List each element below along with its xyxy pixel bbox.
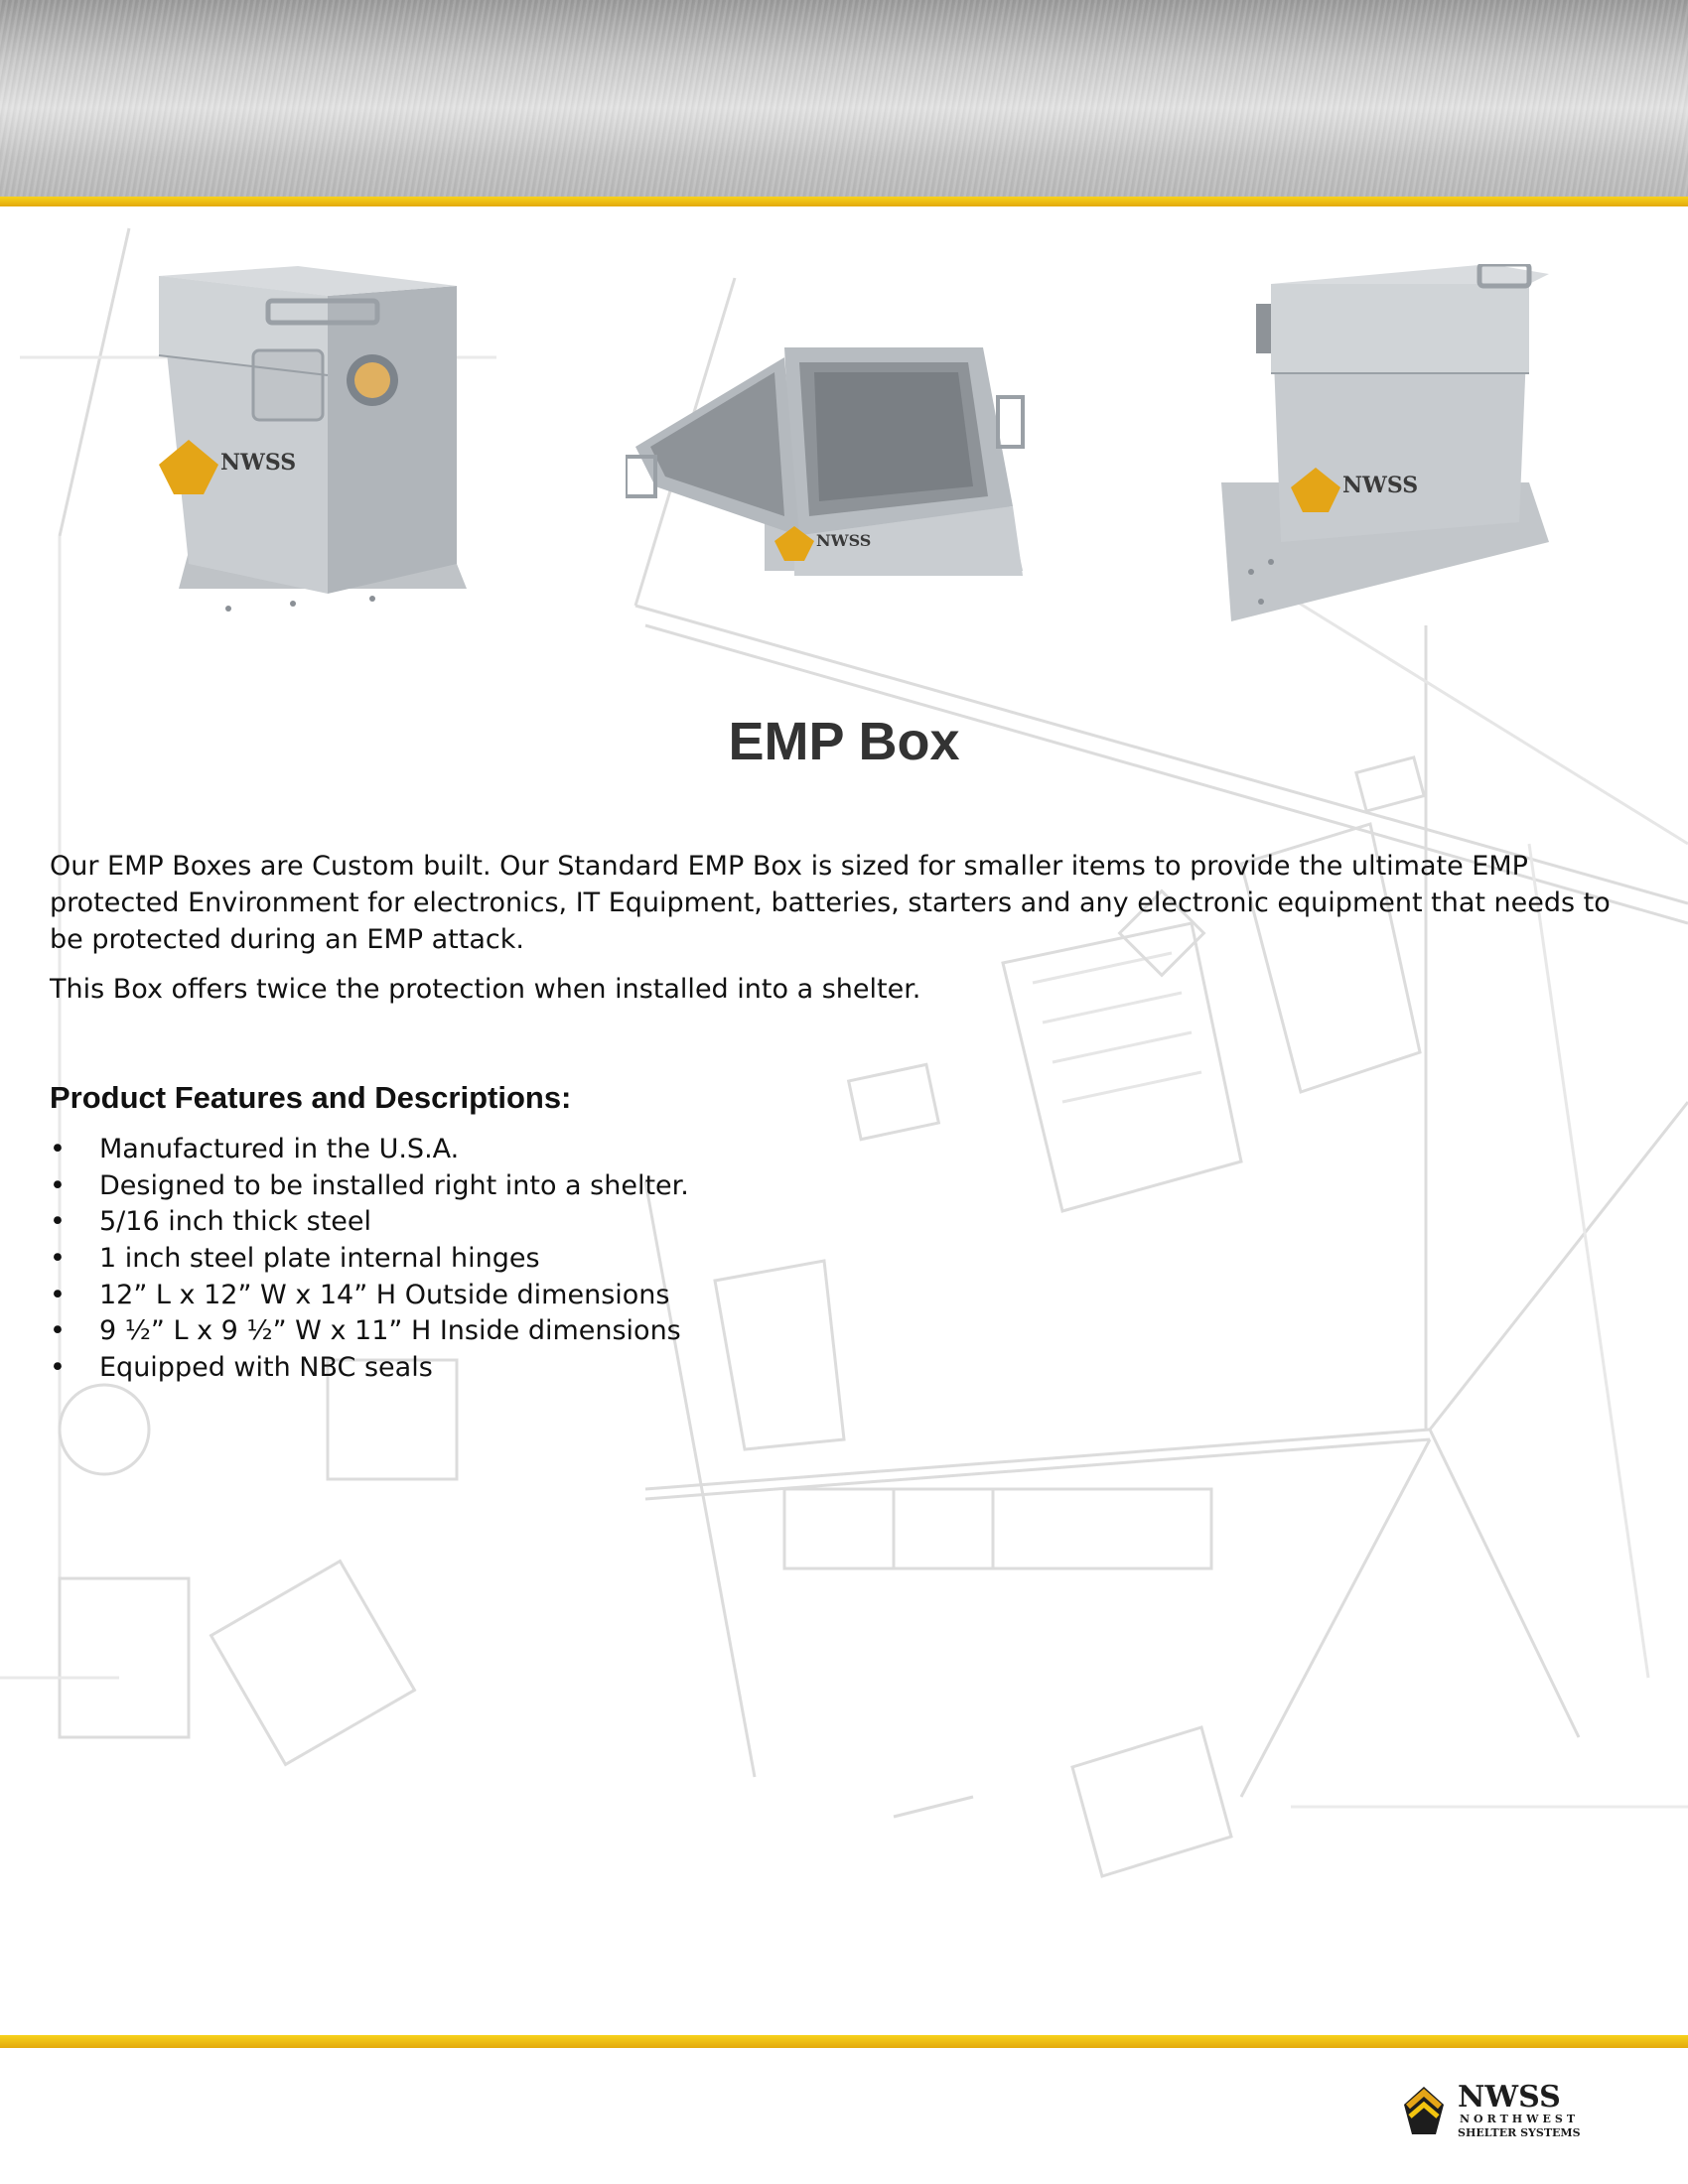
- brushed-metal-header: [0, 0, 1688, 197]
- feature-item: • 1 inch steel plate internal hinges: [50, 1241, 943, 1278]
- logo-line3: SHELTER SYSTEMS: [1458, 2126, 1581, 2139]
- logo-name: NWSS: [1458, 2080, 1561, 2115]
- shelter-note: This Box offers twice the protection when installed into a shelter.: [50, 974, 921, 1005]
- logo-line2: NORTHWEST: [1460, 2113, 1580, 2125]
- footer-accent-stripe: [0, 2035, 1688, 2048]
- header-accent-stripe: [0, 197, 1688, 206]
- features-heading: Product Features and Descriptions:: [50, 1080, 572, 1115]
- page-title: EMP Box: [728, 712, 960, 772]
- svg-text:NWSS: NWSS: [220, 450, 297, 476]
- features-list: [50, 1132, 943, 1387]
- feature-item: • 12” L x 12” W x 14” H Outside dimensions: [50, 1278, 943, 1314]
- svg-text:NWSS: NWSS: [816, 531, 872, 550]
- nwss-logo: [1400, 2077, 1638, 2148]
- feature-item: • Manufactured in the U.S.A.: [50, 1132, 943, 1168]
- svg-text:NWSS: NWSS: [1342, 473, 1419, 498]
- closed-emp-box-front-image: [149, 266, 487, 633]
- feature-item: • Designed to be installed right into a shelter.: [50, 1168, 943, 1205]
- open-emp-box-image: [626, 347, 1033, 576]
- feature-item: • 5/16 inch thick steel: [50, 1204, 943, 1241]
- closed-emp-box-side-image: [1221, 264, 1559, 621]
- feature-item: • Equipped with NBC seals: [50, 1350, 943, 1387]
- feature-item: • 9 ½” L x 9 ½” W x 11” H Inside dimensions: [50, 1313, 943, 1350]
- intro-paragraph: Our EMP Boxes are Custom built. Our Standard EMP Box is sized for smaller items to provide the ultimate EMP protected Environment for electronics, IT Equipment, batteries, starters and any electronic equipment that needs to be protected during an EMP attack.: [50, 851, 1611, 955]
